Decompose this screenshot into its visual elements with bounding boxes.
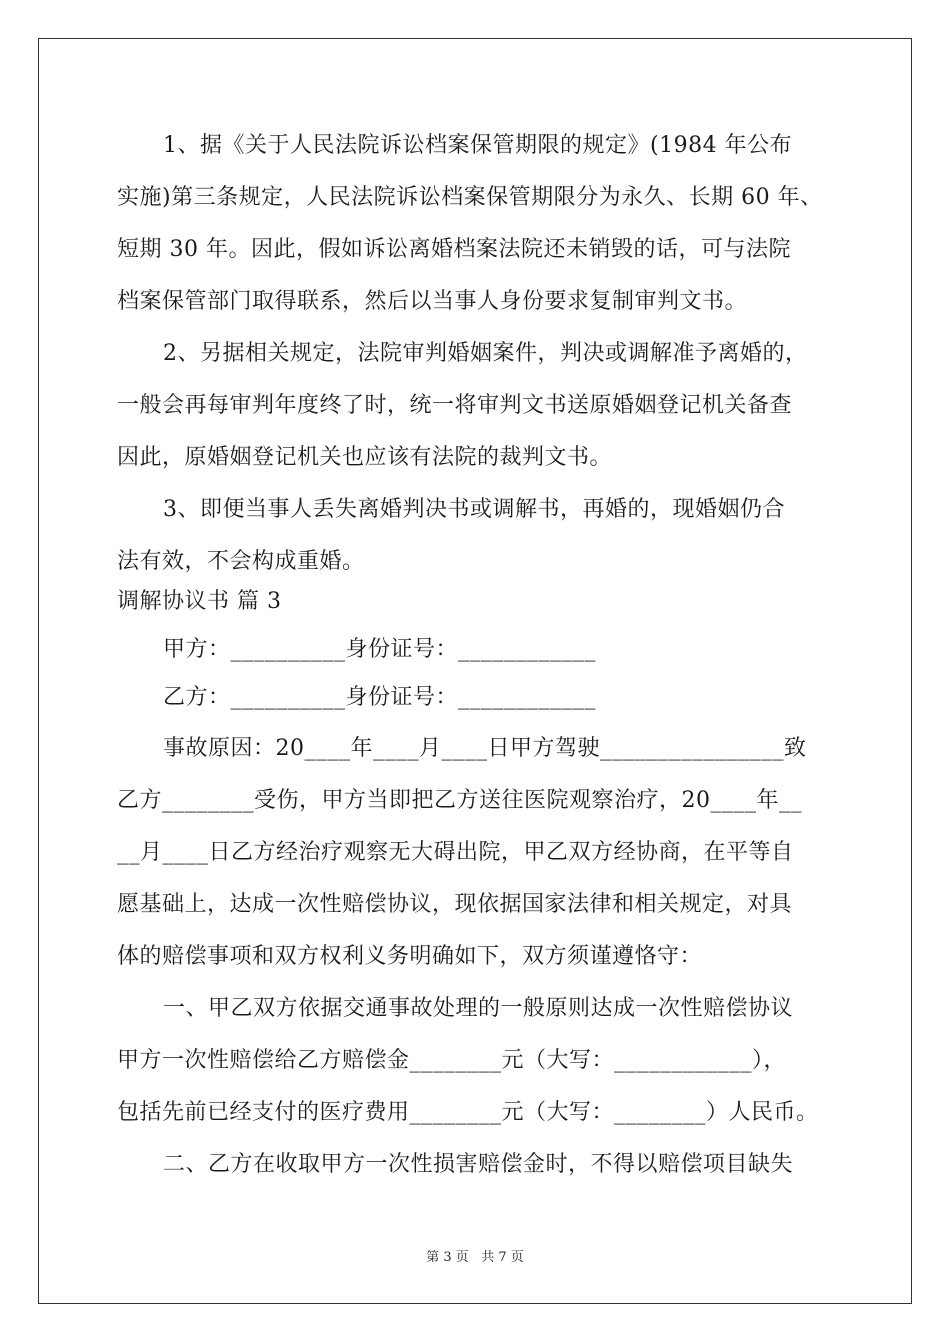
paragraph-2-line-1: 2、另据相关规定，法院审判婚姻案件，判决或调解准予离婚的，	[163, 341, 808, 366]
paragraph-1-line-2: 实施)第三条规定，人民法院诉讼档案保管期限分为永久、长期 60 年、	[117, 185, 823, 210]
paragraph-3-line-1: 3、即便当事人丢失离婚判决书或调解书，再婚的，现婚姻仍合	[163, 497, 785, 522]
clause-2-line-1: 二、乙方在收取甲方一次性损害赔偿金时，不得以赔偿项目缺失	[163, 1152, 794, 1177]
section-heading: 调解协议书 篇 3	[117, 589, 282, 614]
party-b-line: 乙方：__________身份证号：____________	[163, 685, 597, 710]
paragraph-2-line-2: 一般会再每审判年度终了时，统一将审判文书送原婚姻登记机关备查	[117, 393, 793, 418]
accident-cause-line-5: 体的赔偿事项和双方权利义务明确如下，双方须谨遵恪守：	[117, 944, 703, 969]
clause-1-line-1: 一、甲乙双方依据交通事故处理的一般原则达成一次性赔偿协议	[163, 996, 794, 1021]
accident-cause-line-1: 事故原因：20____年____月____日甲方驾驶________________致	[163, 736, 807, 761]
clause-1-line-3: 包括先前已经支付的医疗费用________元（大写：________）人民币。	[117, 1100, 819, 1125]
page-number: 第 3 页 共 7 页	[426, 1250, 524, 1265]
accident-cause-line-4: 愿基础上，达成一次性赔偿协议，现依据国家法律和相关规定，对具	[117, 892, 793, 917]
paragraph-1-line-4: 档案保管部门取得联系，然后以当事人身份要求复制审判文书。	[117, 289, 748, 314]
clause-1-line-2: 甲方一次性赔偿给乙方赔偿金________元（大写：____________），	[117, 1048, 787, 1073]
paragraph-3-line-2: 法有效，不会构成重婚。	[117, 549, 365, 574]
accident-cause-line-2: 乙方________受伤，甲方当即把乙方送往医院观察治疗，20____年__	[117, 788, 802, 813]
accident-cause-line-3: __月____日乙方经治疗观察无大碍出院，甲乙双方经协商，在平等自	[117, 840, 794, 865]
paragraph-2-line-3: 因此，原婚姻登记机关也应该有法院的裁判文书。	[117, 445, 613, 470]
paragraph-1-line-1: 1、据《关于人民法院诉讼档案保管期限的规定》(1984 年公布	[163, 133, 793, 158]
paragraph-1-line-3: 短期 30 年。因此，假如诉讼离婚档案法院还未销毁的话，可与法院	[117, 237, 791, 262]
party-a-line: 甲方：__________身份证号：____________	[163, 637, 597, 662]
